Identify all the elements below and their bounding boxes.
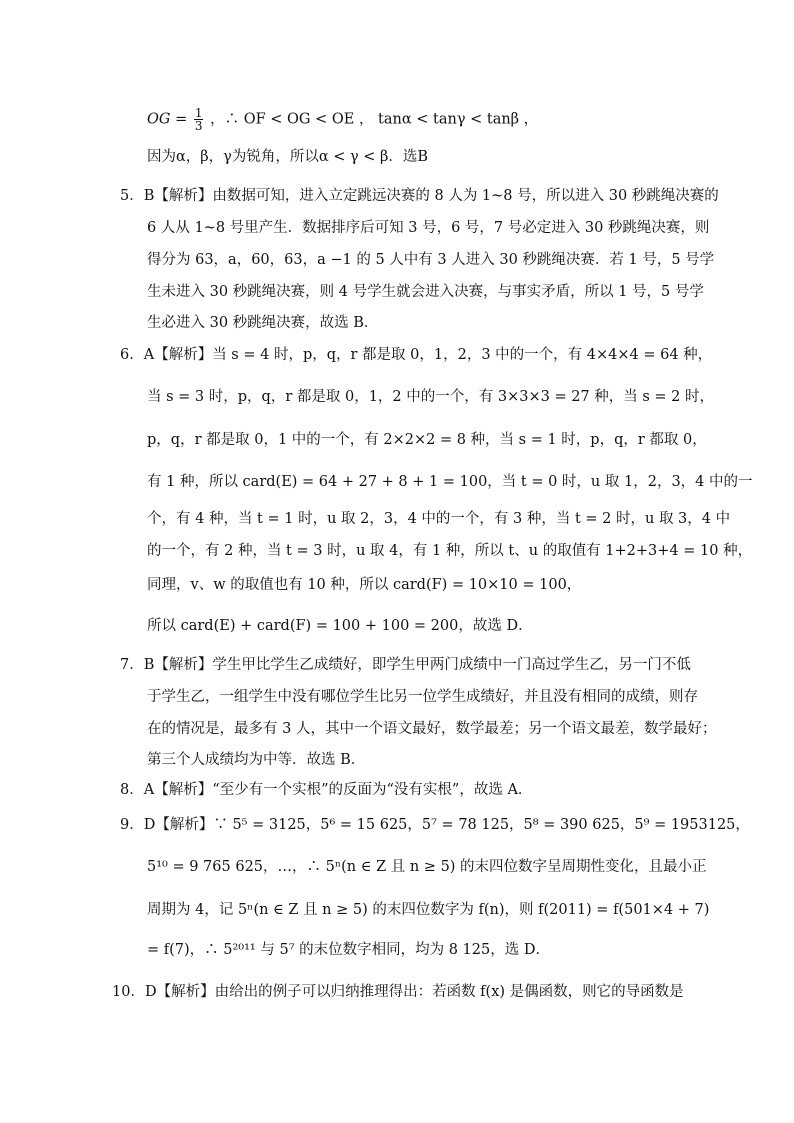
answer-6-line-4: 有 1 种，所以 card(E) = 64 + 27 + 8 + 1 = 100，当 t = 0 时，u 取 1，2，3，4 中的一 (147, 474, 753, 490)
answer-9-line-1: 9．D【解析】∵ 5⁵ = 3125，5⁶ = 15 625，5⁷ = 78 125，5⁸ = 390 625，5⁹ = 1953125， (120, 817, 750, 833)
answer-7-line-3: 在的情况是，最多有 3 人，其中一个语文最好，数学最差；另一个语文最差，数学最好； (147, 721, 717, 737)
text-line-2: 因为α，β，γ为锐角，所以α < γ < β．选B (147, 149, 429, 165)
fraction-denominator: 3 (194, 119, 203, 133)
answer-6-line-1: 6．A【解析】当 s = 4 时，p，q，r 都是取 0，1，2，3 中的一个，有 4×4×4 = 64 种， (120, 347, 713, 363)
inequality-chain: ，∴ OF < OG < OE ， tanα < tanγ < tanβ ， (210, 111, 539, 128)
answer-5-line-3: 得分为 63，a，60，63，a −1 的 5 人中有 3 人进入 30 秒跳绳决赛．若 1 号，5 号学 (147, 252, 715, 268)
answer-6-line-8: 所以 card(E) + card(F) = 100 + 100 = 200，故选 D． (147, 618, 533, 634)
answer-7-line-2: 于学生乙，一组学生中没有哪位学生比另一位学生成绩好，并且没有相同的成绩，则存 (147, 689, 698, 705)
answer-9-line-4: = f(7)，∴ 5²⁰¹¹ 与 5⁷ 的末位数字相同，均为 8 125，选 D． (147, 942, 550, 958)
fraction-numerator: 1 (194, 106, 203, 120)
fraction-one-third (194, 107, 204, 132)
answer-9-line-2: 5¹⁰ = 9 765 625，…，∴ 5ⁿ(n ∈ Z 且 n ≥ 5) 的末四位数字呈周期性变化，且最小正 (147, 859, 707, 875)
answer-5-line-1: 5．B【解析】由数据可知，进入立定跳远决赛的 8 人为 1~8 号，所以进入 30 秒跳绳决赛的 (120, 188, 719, 204)
answer-6-line-3: p，q，r 都是取 0，1 中的一个，有 2×2×2 = 8 种，当 s = 1 时，p，q，r 都取 0， (147, 432, 707, 448)
answer-5-line-2: 6 人从 1~8 号里产生．数据排序后可知 3 号，6 号，7 号必定进入 30 秒跳绳决赛，则 (147, 220, 710, 236)
answer-7-line-4: 第三个人成绩均为中等．故选 B． (147, 752, 366, 768)
answer-6-line-2: 当 s = 3 时，p，q，r 都是取 0，1，2 中的一个，有 3×3×3 = 27 种，当 s = 2 时， (147, 389, 715, 405)
answer-8-line-1: 8．A【解析】“至少有一个实根”的反面为“没有实根”，故选 A． (120, 782, 533, 798)
og-label: OG = (147, 111, 188, 128)
answer-6-line-6: 的一个，有 2 种，当 t = 3 时，u 取 4，有 1 种，所以 t、u 的取值有 1+2+3+4 = 10 种， (147, 543, 753, 559)
text-line-1 (147, 107, 538, 132)
answer-7-line-1: 7．B【解析】学生甲比学生乙成绩好，即学生甲两门成绩中一门高过学生乙，另一门不低 (120, 657, 691, 673)
answer-6-line-5: 个，有 4 种，当 t = 1 时，u 取 2，3，4 中的一个，有 3 种，当 t = 2 时，u 取 3，4 中 (147, 511, 731, 527)
answer-10-line-1: 10．D【解析】由给出的例子可以归纳推理得出：若函数 f(x) 是偶函数，则它的导函数是 (112, 984, 684, 1000)
answer-5-line-5: 生必进入 30 秒跳绳决赛，故选 B． (147, 315, 379, 331)
answer-5-line-4: 生未进入 30 秒跳绳决赛，则 4 号学生就会进入决赛，与事实矛盾，所以 1 号，5 号学 (147, 284, 704, 300)
answer-9-line-3: 周期为 4，记 5ⁿ(n ∈ Z 且 n ≥ 5) 的末四位数字为 f(n)，则 f(2011) = f(501×4 + 7) (147, 902, 710, 918)
answer-6-line-7: 同理，v、w 的取值也有 10 种，所以 card(F) = 10×10 = 100， (147, 577, 582, 593)
